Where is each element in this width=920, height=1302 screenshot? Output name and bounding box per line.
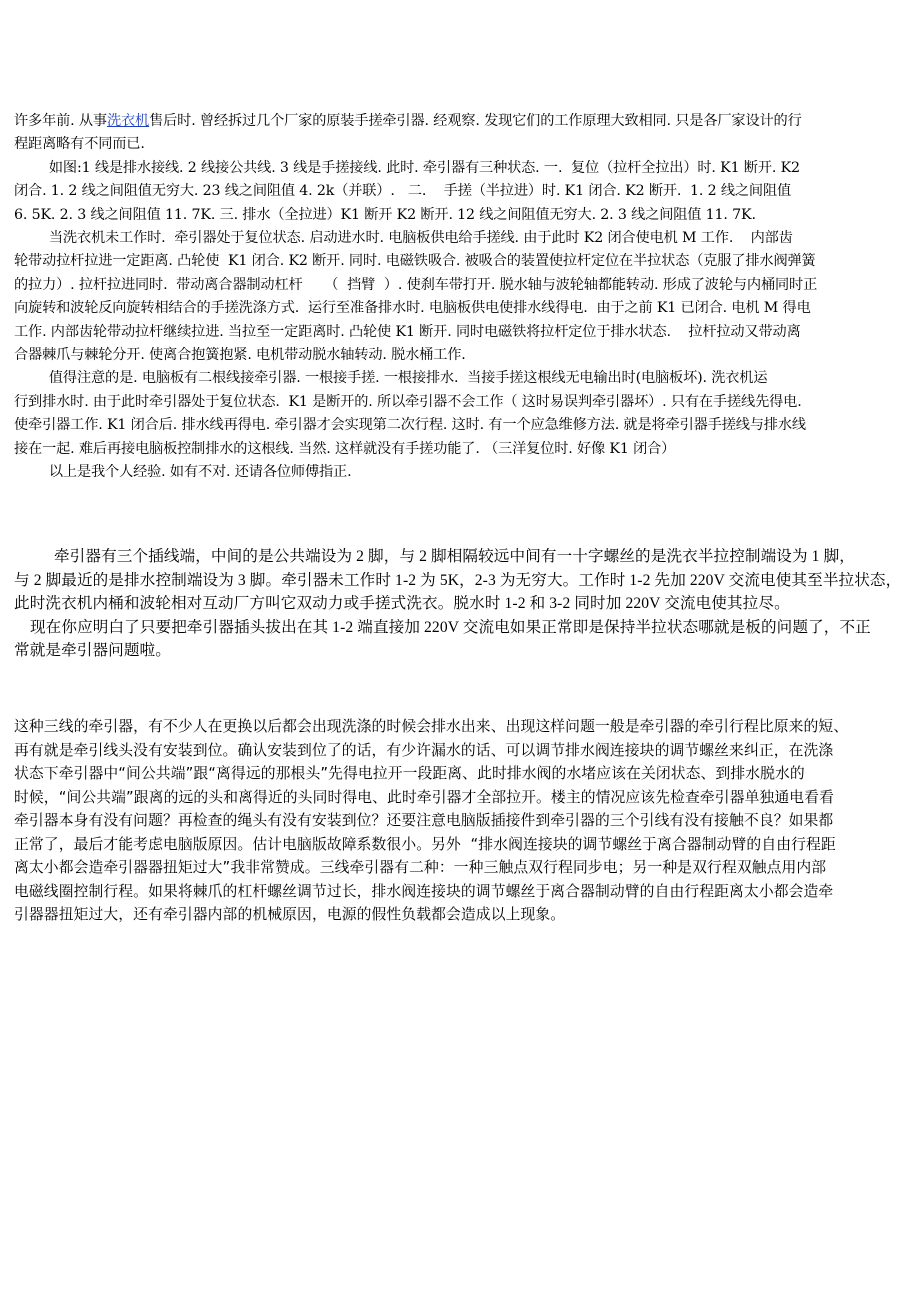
paragraph-line: 合器棘爪与棘轮分开. 使离合抱簧抱紧. 电机带动脱水轴转动. 脱水桶工作. [14, 347, 466, 364]
paragraph-line: 向旋转和波轮反向旋转相结合的手搓洗涤方式. 运行至准备排水时. 电脑板供电使排水线得电. 由于之前 K1 已闭合. 电机 M 得电 [14, 300, 811, 317]
paragraph-line: 以上是我个人经验. 如有不对. 还请各位师傅指正. [14, 464, 352, 481]
paragraph-line: 6. 5K. 2. 3 线之间阻值 11. 7K. 三. 排水（全拉进）K1 断开 K2 断开. 12 线之间阻值无穷大. 2. 3 线之间阻值 11. 7K. [14, 206, 756, 223]
paragraph-line: 引器器扭矩过大，还有牵引器内部的机械原因，电源的假性负载都会造成以上现象。 [14, 906, 566, 923]
paragraph-line: 闭合. 1. 2 线之间阻值无穷大. 23 线之间阻值 4. 2k（并联）. 二. 手搓（半拉进）时. K1 闭合. K2 断开. 1. 2 线之间阻值 [14, 183, 792, 200]
paragraph-line: 当洗衣机未工作时. 牵引器处于复位状态. 启动进水时. 电脑板供电给手搓线. 由于此时 K2 闭合使电机 M 工作. 内部齿 [14, 230, 793, 247]
paragraph-line [14, 110, 916, 133]
paragraph-line: 值得注意的是. 电脑板有二根线接牵引器. 一根接手搓. 一根接排水. 当接手搓这根线无电输出时(电脑板坏). 洗衣机运 [14, 370, 768, 387]
paragraph-line: 轮带动拉杆拉进一定距离. 凸轮使 K1 闭合. K2 断开. 同时. 电磁铁吸合. 被吸合的装置使拉杆定位在半拉状态（克服了排水阀弹簧 [14, 253, 816, 270]
paragraph-line: 行到排水时. 由于此时牵引器处于复位状态. K1 是断开的. 所以牵引器不会工作（ 这时易误判牵引器坏）. 只有在手搓线先得电. [14, 393, 802, 410]
paragraph-line: 现在你应明白了只要把牵引器插头拔出在其 1-2 端直接加 220V 交流电如果正常即是保持半拉状态哪就是板的问题了，不正 [14, 618, 871, 636]
paragraph-line: 正常了，最后才能考虑电脑版原因。估计电脑版故障系数很小。另外 “排水阀连接块的调节螺丝于离合器制动臂的自由行程距 [14, 835, 836, 853]
paragraph-line: 工作. 内部齿轮带动拉杆继续拉进. 当拉至一定距离时. 凸轮使 K1 断开. 同时电磁铁将拉杆定位于排水状态. 拉杆拉动又带动离 [14, 323, 801, 340]
paragraph-line: 使牵引器工作. K1 闭合后. 排水线再得电. 牵引器才会实现第二次行程. 这时. 有一个应急维修方法. 就是将牵引器手搓线与排水线 [14, 417, 806, 434]
paragraph-line: 与 2 脚最近的是排水控制端设为 3 脚。牵引器未工作时 1-2 为 5K，2-3 为无穷大。工作时 1-2 先加 220V 交流电使其至半拉状态， [14, 571, 902, 589]
paragraph-line: 牵引器本身有没有问题？再检查的绳头有没有安装到位？还要注意电脑版插接件到牵引器的三个引线有没有接触不良？如果都 [14, 812, 834, 829]
section-tractor-experience [14, 110, 916, 485]
paragraph-line: 如图:1 线是排水接线. 2 线接公共线. 3 线是手搓接线. 此时. 牵引器有三种状态. 一. 复位（拉杆全拉出）时. K1 断开. K2 [14, 159, 800, 176]
paragraph-line: 时候，“间公共端”跟离的远的头和离得近的头同时得电、此时牵引器才全部拉开。楼主的情况应该先检查牵引器单独通电看看 [14, 788, 834, 806]
washing-machine-link[interactable]: 洗衣机 [106, 113, 150, 129]
paragraph-line: 这种三线的牵引器，有不少人在更换以后都会出现洗涤的时候会排水出来、出现这样问题一般是牵引器的牵引行程比原来的短、 [14, 718, 849, 735]
paragraph-line: 状态下牵引器中“间公共端”跟“离得远的那根头”先得电拉开一段距离、此时排水阀的水堵应该在关闭状态、到排水脱水的 [14, 765, 805, 782]
paragraph-line: 再有就是牵引线头没有安装到位。确认安装到位了的话，有少许漏水的话、可以调节排水阀连接块的调节螺丝来纠正，在洗涤 [14, 741, 834, 759]
line-text-after-link: 售后时. 曾经拆过几个厂家的原装手搓牵引器. 经观察. 发现它们的工作原理大致相同. 只是各厂家设计的行 [149, 113, 802, 129]
paragraph-line: 接在一起. 难后再接电脑板控制排水的这根线. 当然. 这样就没有手搓功能了. （三洋复位时. 好像 K1 闭合） [14, 440, 676, 457]
section-pin-description [14, 545, 916, 663]
paragraph-line: 程距离略有不同而已. [14, 136, 145, 153]
paragraph-line: 的拉力）. 拉杆拉进同时. 带动离合器制动杠杆 （ 挡臂 ）. 使刹车带打开. 脱水轴与波轮轴都能转动. 形成了波轮与内桶同时正 [14, 276, 818, 293]
paragraph-line: 离太小都会造牵引器器扭矩过大”我非常赞成。三线牵引器有二种：一种三触点双行程同步电；另一种是双行程双触点用内部 [14, 859, 827, 876]
line-text-before-link: 许多年前. 从事 [14, 113, 107, 129]
paragraph-line: 常就是牵引器问题啦。 [14, 642, 171, 660]
paragraph-line: 牵引器有三个插线端，中间的是公共端设为 2 脚，与 2 脚相隔较远中间有一十字螺丝的是洗衣半拉控制端设为 1 脚， [14, 548, 855, 565]
section-three-wire-tractor [14, 715, 916, 927]
paragraph-line: 此时洗衣机内桶和波轮相对互动厂方叫它双动力或手搓式洗衣。脱水时 1-2 和 3-2 同时加 220V 交流电使其拉尽。 [14, 595, 790, 613]
paragraph-line: 电磁线圈控制行程。如果将棘爪的杠杆螺丝调节过长，排水阀连接块的调节螺丝于离合器制动臂的自由行程距离太小都会造牵 [14, 882, 834, 900]
